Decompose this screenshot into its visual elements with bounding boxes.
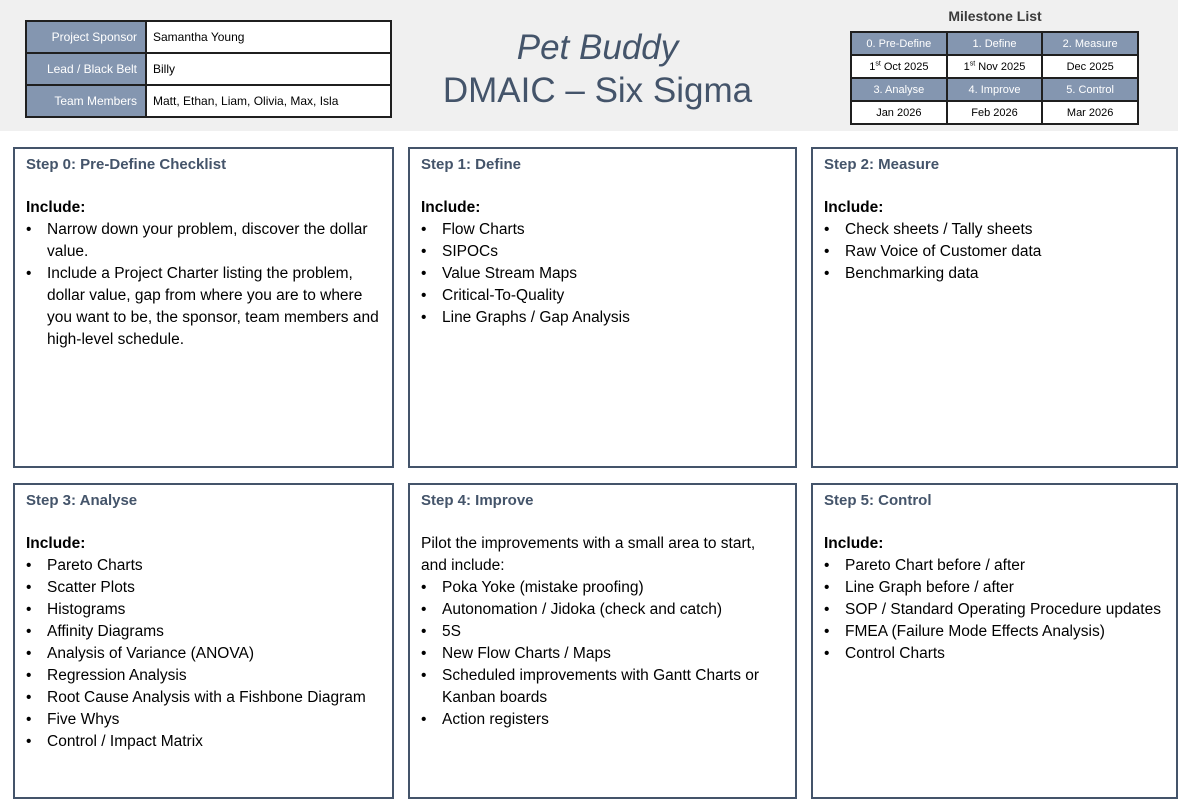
list-item: • Line Graphs / Gap Analysis bbox=[421, 307, 784, 329]
include-label: Include: bbox=[421, 199, 481, 216]
milestone-date: 1st Nov 2025 bbox=[947, 55, 1043, 78]
page-subtitle: DMAIC – Six Sigma bbox=[442, 71, 753, 110]
step-list bbox=[824, 219, 1165, 285]
step-title: Step 0: Pre-Define Checklist bbox=[26, 156, 227, 173]
milestone-date: Mar 2026 bbox=[1042, 101, 1138, 124]
list-item: • Raw Voice of Customer data bbox=[824, 241, 1165, 263]
list-item: • Flow Charts bbox=[421, 219, 784, 241]
include-label: Include: bbox=[26, 535, 86, 552]
milestone-date: Feb 2026 bbox=[947, 101, 1043, 124]
info-label: Lead / Black Belt bbox=[26, 53, 146, 85]
list-item: • New Flow Charts / Maps bbox=[421, 643, 784, 665]
info-label: Team Members bbox=[26, 85, 146, 117]
list-item: • Value Stream Maps bbox=[421, 263, 784, 285]
step-title: Step 3: Analyse bbox=[26, 492, 138, 509]
include-label: Include: bbox=[824, 535, 884, 552]
info-row bbox=[26, 85, 391, 117]
milestone-table bbox=[850, 31, 1139, 125]
include-label: Include: bbox=[26, 199, 86, 216]
info-row bbox=[26, 21, 391, 53]
milestone-phase: 0. Pre-Define bbox=[851, 32, 947, 55]
list-item: • Control Charts bbox=[824, 643, 1165, 665]
milestone-header-row bbox=[851, 78, 1138, 101]
step-title: Step 1: Define bbox=[421, 156, 522, 173]
list-item: • Check sheets / Tally sheets bbox=[824, 219, 1165, 241]
step-4-panel bbox=[408, 483, 797, 799]
list-item: • Narrow down your problem, discover the dollar value. bbox=[26, 219, 381, 263]
page-title: Pet Buddy bbox=[516, 28, 679, 67]
info-value: Matt, Ethan, Liam, Olivia, Max, Isla bbox=[146, 85, 391, 117]
list-item: • SIPOCs bbox=[421, 241, 784, 263]
step-list bbox=[26, 555, 381, 753]
milestone-header-row bbox=[851, 32, 1138, 55]
list-item: • Regression Analysis bbox=[26, 665, 381, 687]
step-title: Step 2: Measure bbox=[824, 156, 940, 173]
milestone-phase: 1. Define bbox=[947, 32, 1043, 55]
step-3-panel bbox=[13, 483, 394, 799]
list-item: • Benchmarking data bbox=[824, 263, 1165, 285]
milestone-phase: 4. Improve bbox=[947, 78, 1043, 101]
list-item: • Pareto Charts bbox=[26, 555, 381, 577]
step-title: Step 4: Improve bbox=[421, 492, 534, 509]
step-list bbox=[26, 219, 381, 351]
list-item: • Action registers bbox=[421, 709, 784, 731]
list-item: • Affinity Diagrams bbox=[26, 621, 381, 643]
step-list bbox=[421, 577, 784, 731]
info-value: Samantha Young bbox=[146, 21, 391, 53]
list-item: • Include a Project Charter listing the problem, dollar value, gap from where you are to where you want to be, the sponsor, team members and high-level schedule. bbox=[26, 263, 381, 351]
info-row bbox=[26, 53, 391, 85]
list-item: • 5S bbox=[421, 621, 784, 643]
milestone-caption: Milestone List bbox=[948, 8, 1042, 24]
list-item: • Poka Yoke (mistake proofing) bbox=[421, 577, 784, 599]
list-item: • Analysis of Variance (ANOVA) bbox=[26, 643, 381, 665]
step-list bbox=[421, 219, 784, 329]
step-2-panel bbox=[811, 147, 1178, 468]
list-item: • Line Graph before / after bbox=[824, 577, 1165, 599]
info-label: Project Sponsor bbox=[26, 21, 146, 53]
include-label: Include: bbox=[824, 199, 884, 216]
milestone-date: 1st Oct 2025 bbox=[851, 55, 947, 78]
list-item: • FMEA (Failure Mode Effects Analysis) bbox=[824, 621, 1165, 643]
list-item: • Pareto Chart before / after bbox=[824, 555, 1165, 577]
list-item: • Critical-To-Quality bbox=[421, 285, 784, 307]
step-1-panel bbox=[408, 147, 797, 468]
milestone-date: Dec 2025 bbox=[1042, 55, 1138, 78]
milestone-phase: 2. Measure bbox=[1042, 32, 1138, 55]
list-item: • Control / Impact Matrix bbox=[26, 731, 381, 753]
milestone-phase: 3. Analyse bbox=[851, 78, 947, 101]
list-item: • SOP / Standard Operating Procedure updates bbox=[824, 599, 1165, 621]
info-value: Billy bbox=[146, 53, 391, 85]
step-intro: Pilot the improvements with a small area to start, and include: bbox=[421, 535, 756, 574]
list-item: • Autonomation / Jidoka (check and catch) bbox=[421, 599, 784, 621]
step-0-panel bbox=[13, 147, 394, 468]
milestone-phase: 5. Control bbox=[1042, 78, 1138, 101]
step-list bbox=[824, 555, 1165, 665]
list-item: • Scatter Plots bbox=[26, 577, 381, 599]
step-title: Step 5: Control bbox=[824, 492, 932, 509]
step-5-panel bbox=[811, 483, 1178, 799]
project-info-table bbox=[25, 20, 392, 118]
list-item: • Five Whys bbox=[26, 709, 381, 731]
milestone-date: Jan 2026 bbox=[851, 101, 947, 124]
list-item: • Scheduled improvements with Gantt Charts or Kanban boards bbox=[421, 665, 784, 709]
list-item: • Histograms bbox=[26, 599, 381, 621]
milestone-date-row bbox=[851, 55, 1138, 78]
list-item: • Root Cause Analysis with a Fishbone Diagram bbox=[26, 687, 381, 709]
milestone-date-row bbox=[851, 101, 1138, 124]
